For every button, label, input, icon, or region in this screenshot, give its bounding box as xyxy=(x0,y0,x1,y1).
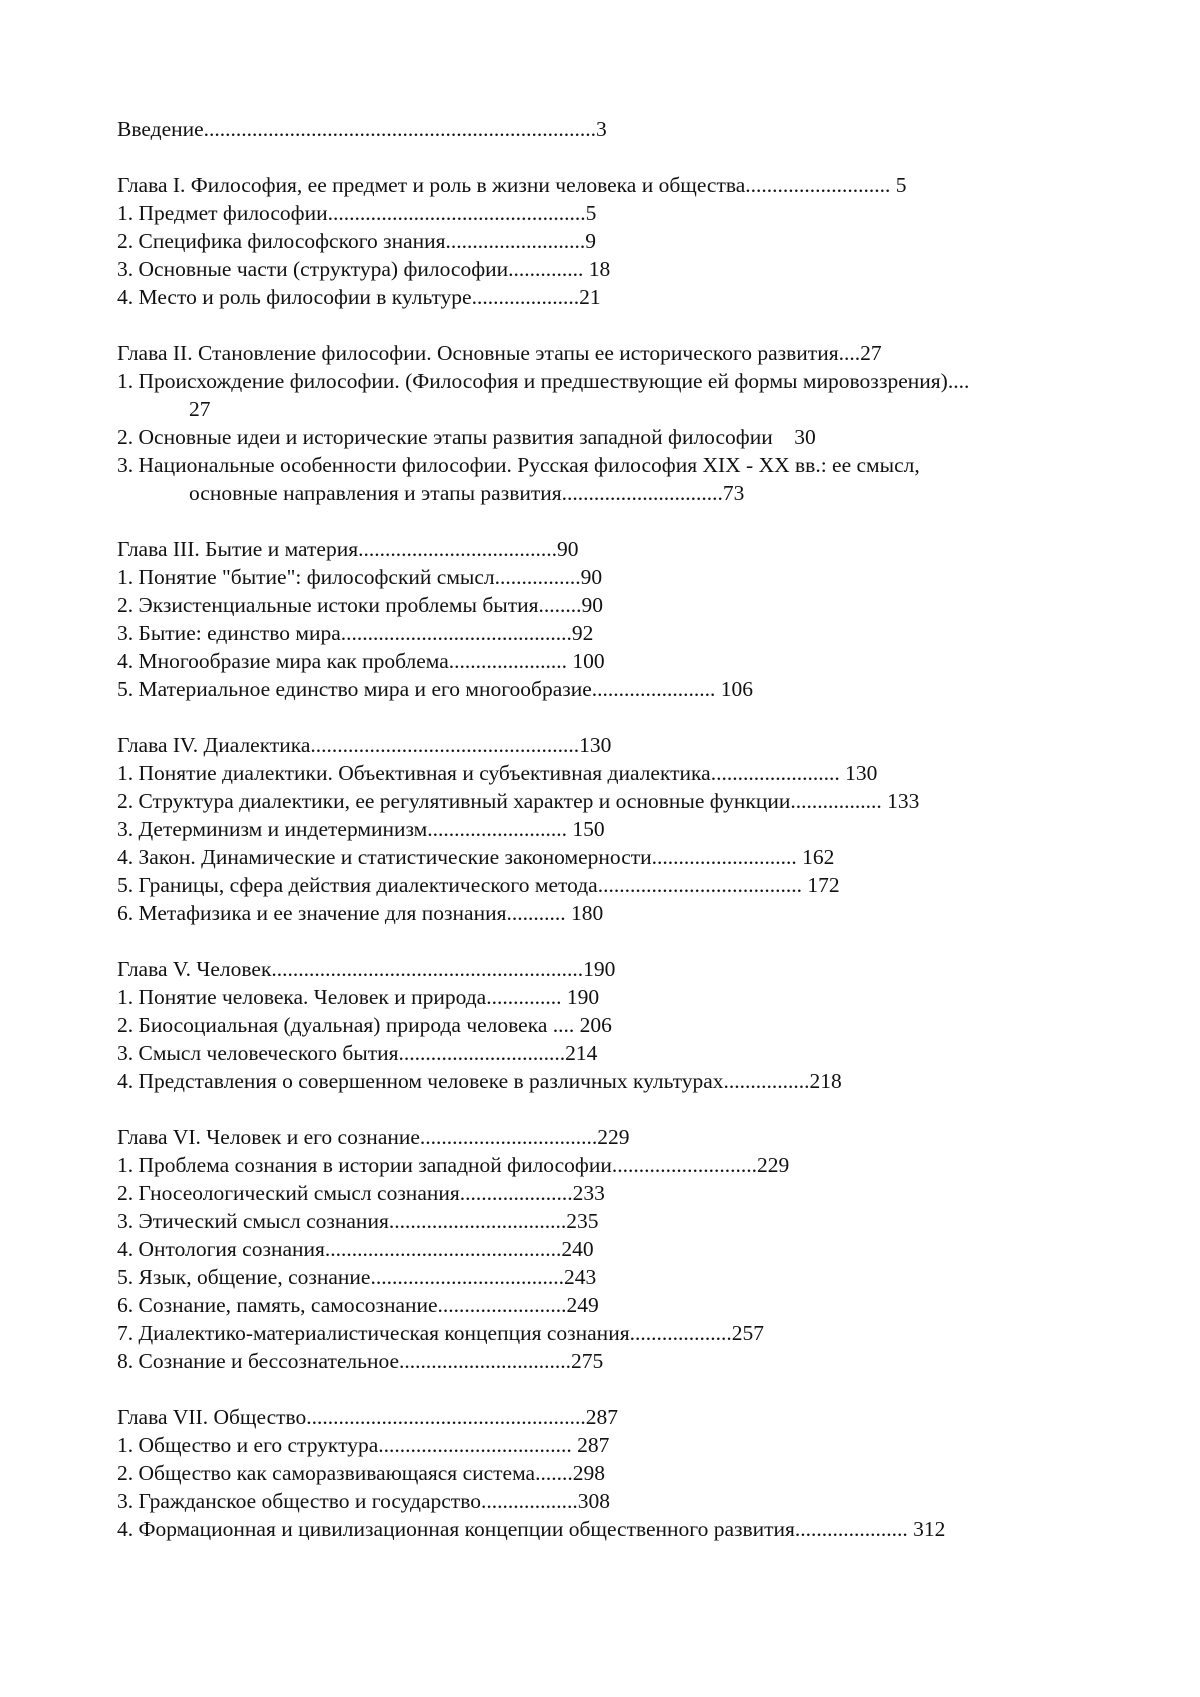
toc-entry: 7. Диалектико-материалистическая концепция сознания...................257 xyxy=(117,1321,764,1345)
toc-entry: 2. Экзистенциальные истоки проблемы бытия........90 xyxy=(117,593,604,617)
toc-entry: 4. Онтология сознания............................................240 xyxy=(117,1237,594,1261)
toc-chapter-section xyxy=(117,731,1200,927)
toc-entry: 2. Общество как саморазвивающаяся система.......298 xyxy=(117,1461,605,1485)
toc-entry: 1. Понятие человека. Человек и природа.............. 190 xyxy=(117,985,600,1009)
toc-entry: 2. Биосоциальная (дуальная) природа человека .... 206 xyxy=(117,1013,612,1037)
toc-entry: 1. Общество и его структура.................................... 287 xyxy=(117,1433,610,1457)
toc-entry: 2. Основные идеи и исторические этапы развития западной философии 30 xyxy=(117,425,816,449)
toc-introduction xyxy=(117,115,1200,143)
toc-entry: 3. Детерминизм и индетерминизм.......................... 150 xyxy=(117,817,605,841)
toc-chapter-section xyxy=(117,1123,1200,1375)
toc-entry: 6. Сознание, память, самосознание........................249 xyxy=(117,1293,599,1317)
toc-entry: 3. Этический смысл сознания.................................235 xyxy=(117,1209,599,1233)
toc-entry: 4. Закон. Динамические и статистические закономерности........................... 162 xyxy=(117,845,835,869)
toc-chapter-heading: Глава V. Человек..........................................................190 xyxy=(117,957,616,981)
section-spacer xyxy=(117,143,1200,171)
section-spacer xyxy=(117,927,1200,955)
toc-entry: 5. Границы, сфера действия диалектического метода...................................... 172 xyxy=(117,873,840,897)
section-spacer xyxy=(117,1375,1200,1403)
toc-entry: 1. Происхождение философии. (Философия и предшествующие ей формы мировоззрения).... xyxy=(117,369,970,393)
toc-chapter-heading: Глава I. Философия, ее предмет и роль в жизни человека и общества........................... 5 xyxy=(117,173,907,197)
toc-entry: 4. Формационная и цивилизационная концепции общественного развития..................... 312 xyxy=(117,1517,946,1541)
toc-entry: 1. Понятие диалектики. Объективная и субъективная диалектика........................ 130 xyxy=(117,761,878,785)
toc-entry: 1. Предмет философии................................................5 xyxy=(117,201,597,225)
toc-entry: 3. Основные части (структура) философии.............. 18 xyxy=(117,257,611,281)
toc-chapter-section xyxy=(117,171,1200,311)
toc-chapter-heading: Глава VI. Человек и его сознание.................................229 xyxy=(117,1125,630,1149)
toc-entry: 3. Смысл человеческого бытия...............................214 xyxy=(117,1041,598,1065)
toc-entry-continuation: 27 xyxy=(189,397,211,421)
toc-chapter-heading: Глава VII. Общество....................................................287 xyxy=(117,1405,619,1429)
toc-chapter-section xyxy=(117,339,1200,507)
toc-chapter-section xyxy=(117,1403,1200,1543)
toc-entry: 5. Язык, общение, сознание....................................243 xyxy=(117,1265,597,1289)
toc-entry: 4. Представления о совершенном человеке в различных культурах................218 xyxy=(117,1069,842,1093)
section-spacer xyxy=(117,1095,1200,1123)
toc-chapter-section xyxy=(117,535,1200,703)
section-spacer xyxy=(117,311,1200,339)
toc-chapter-heading: Глава II. Становление философии. Основные этапы ее исторического развития....27 xyxy=(117,341,882,365)
toc-entry: 1. Понятие "бытие": философский смысл................90 xyxy=(117,565,603,589)
toc-entry: 6. Метафизика и ее значение для познания........... 180 xyxy=(117,901,604,925)
toc-entry: 4. Многообразие мира как проблема...................... 100 xyxy=(117,649,605,673)
toc-entry: 2. Гносеологический смысл сознания.....................233 xyxy=(117,1181,605,1205)
toc-entry: 5. Материальное единство мира и его многообразие....................... 106 xyxy=(117,677,754,701)
toc-entry: 3. Гражданское общество и государство..................308 xyxy=(117,1489,610,1513)
toc-entry-continuation: основные направления и этапы развития..............................73 xyxy=(189,481,745,505)
section-spacer xyxy=(117,703,1200,731)
toc-entry: 8. Сознание и бессознательное................................275 xyxy=(117,1349,604,1373)
section-spacer xyxy=(117,507,1200,535)
toc-entry: 2. Специфика философского знания..........................9 xyxy=(117,229,597,253)
toc-entry: 2. Структура диалектики, ее регулятивный характер и основные функции................. 133 xyxy=(117,789,920,813)
toc-chapter-heading: Глава IV. Диалектика..................................................130 xyxy=(117,733,612,757)
toc-entry: 3. Бытие: единство мира...........................................92 xyxy=(117,621,594,645)
toc-entry: 1. Проблема сознания в истории западной философии...........................229 xyxy=(117,1153,790,1177)
toc-entry: 3. Национальные особенности философии. Русская философия XIX - XX вв.: ее смысл, xyxy=(117,453,920,477)
toc-chapter-section xyxy=(117,955,1200,1095)
toc-entry: 4. Место и роль философии в культуре....................21 xyxy=(117,285,601,309)
toc-entry-introduction: Введение.........................................................................3 xyxy=(117,117,607,141)
toc-chapter-heading: Глава III. Бытие и материя.....................................90 xyxy=(117,537,579,561)
